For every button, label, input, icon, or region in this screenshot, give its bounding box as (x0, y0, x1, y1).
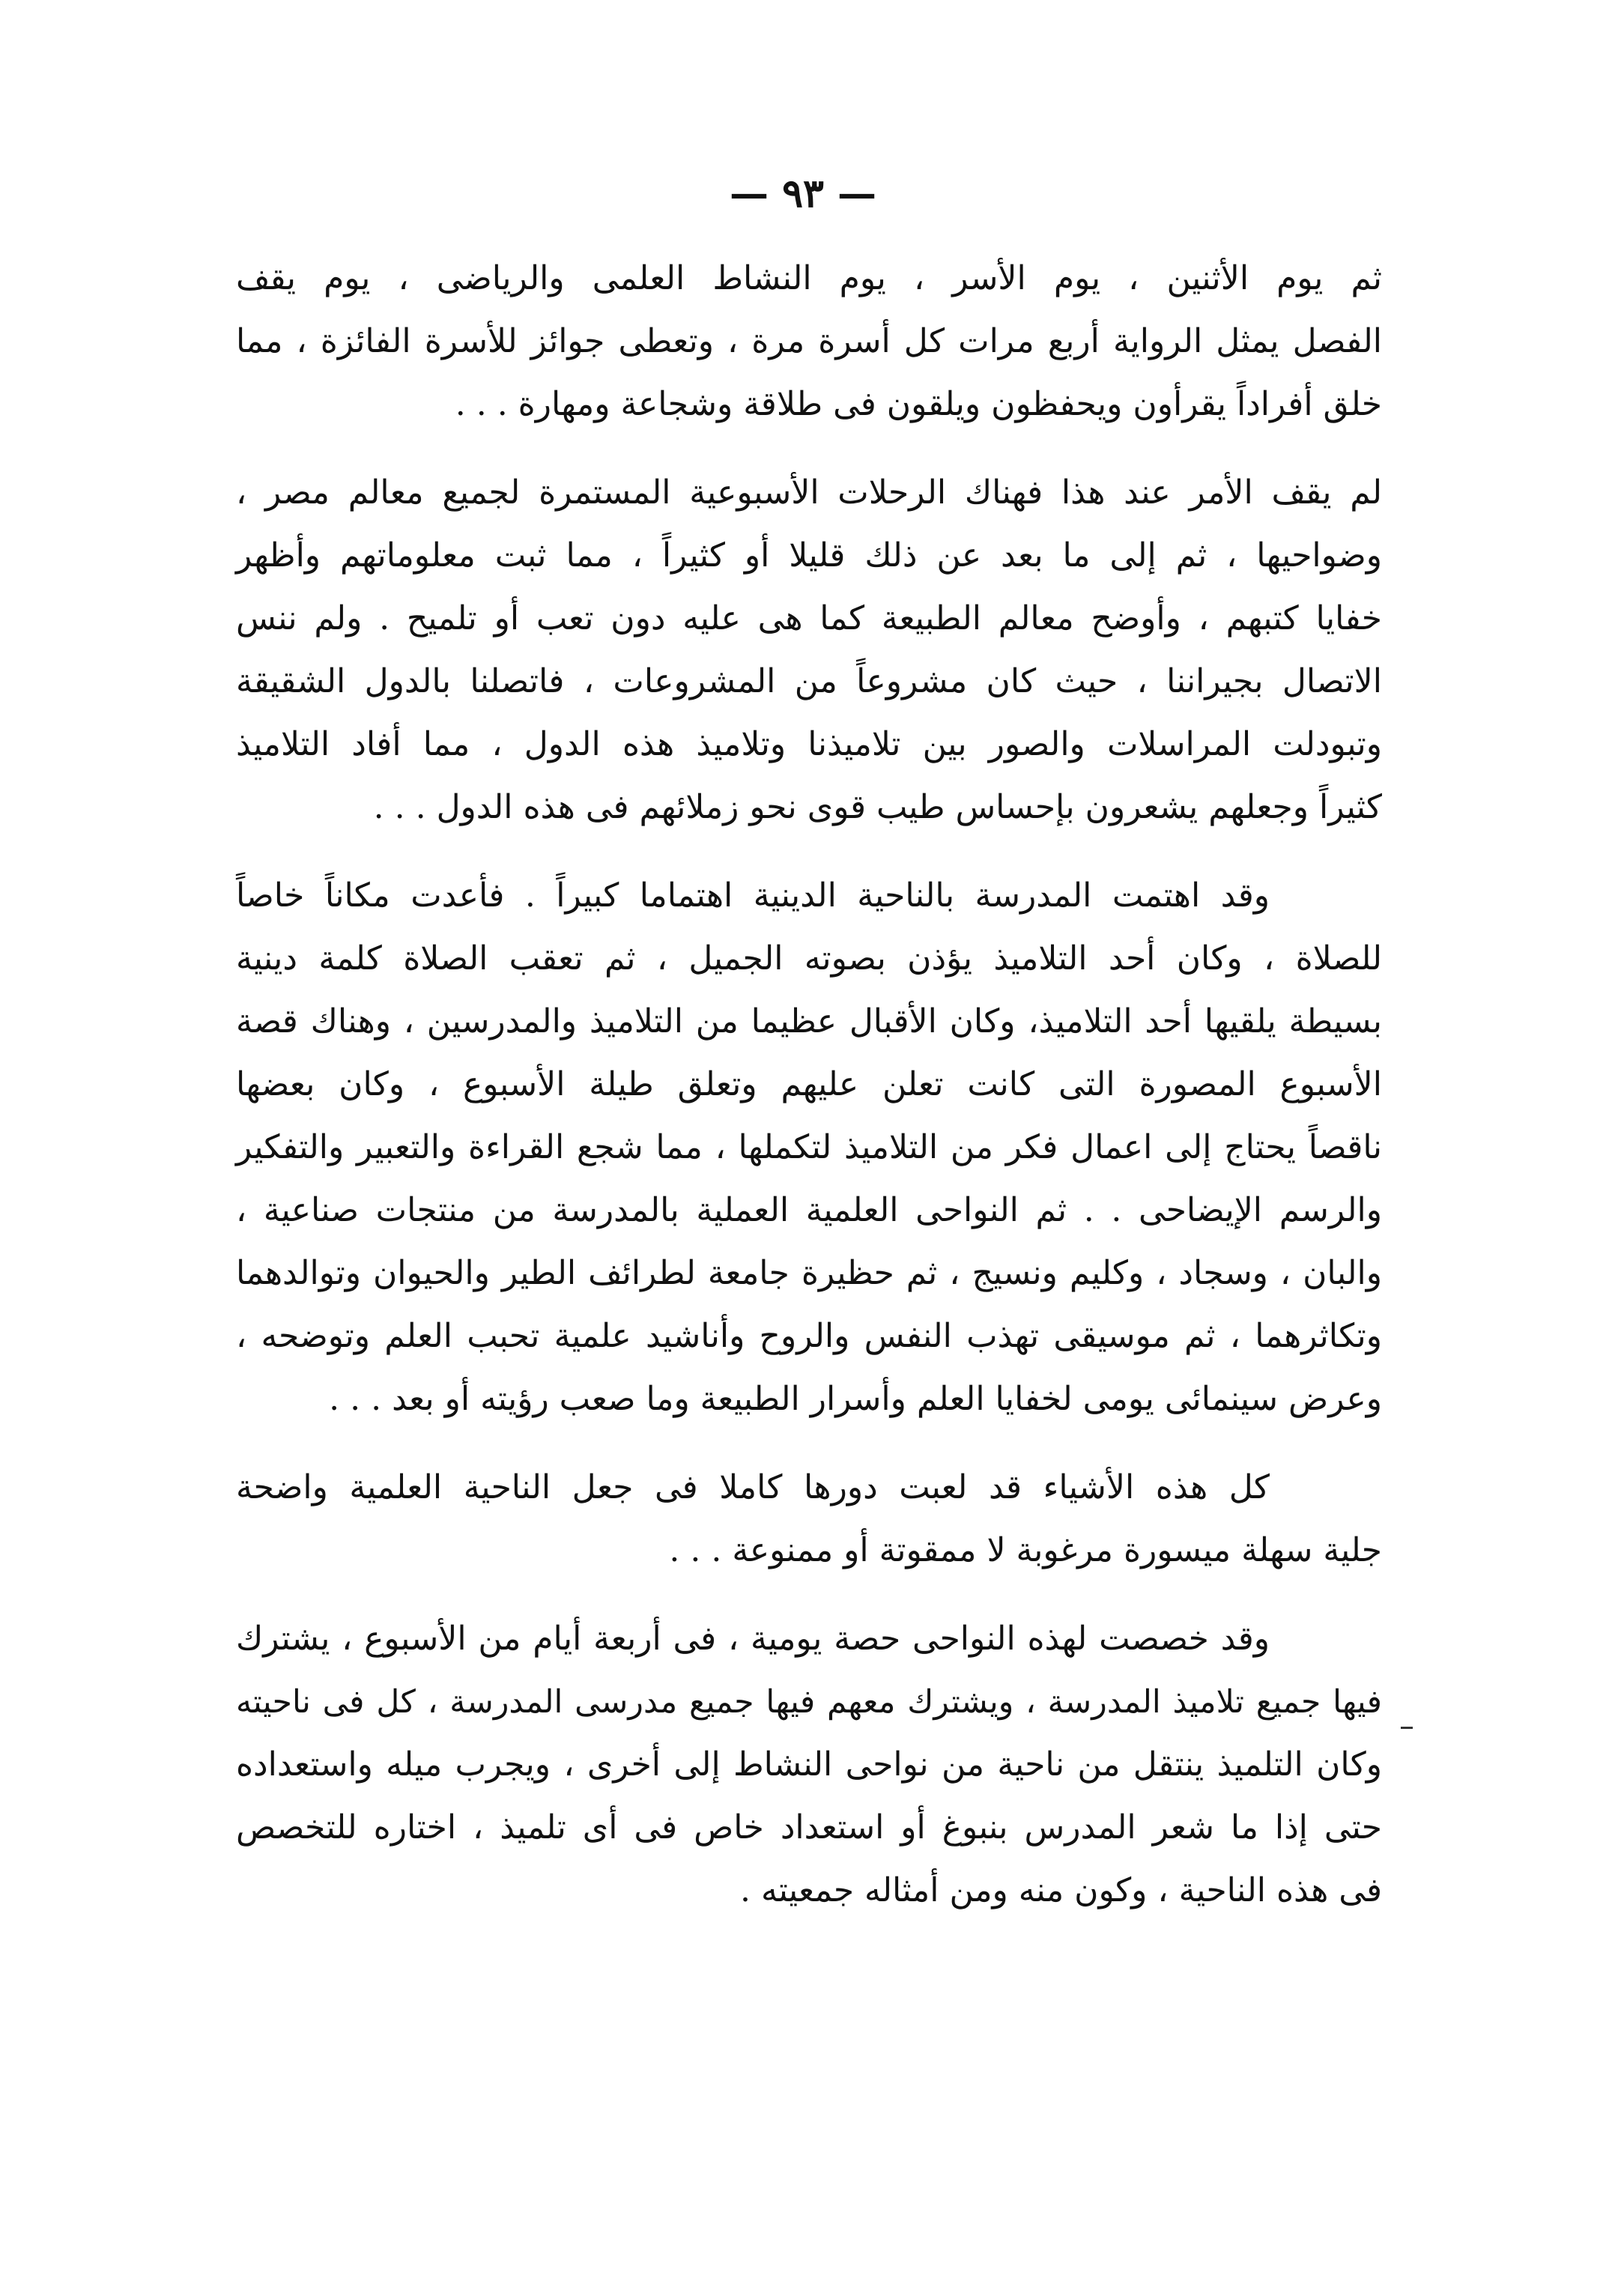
text-line: فيها جميع تلاميذ المدرسة ، ويشترك معهم فيها جميع مدرسى المدرسة ، كل فى ناحيته (236, 1683, 1382, 1721)
text-line: وقد اهتمت المدرسة بالناحية الدينية اهتماما كبيراً . فأعدت مكاناً خاصاً (236, 876, 1270, 915)
page-body (236, 247, 1382, 1922)
text-line: لم يقف الأمر عند هذا فهناك الرحلات الأسبوعية المستمرة لجميع معالم مصر ، (236, 473, 1382, 512)
paragraph-1 (236, 247, 1382, 436)
text-line: ناقصاً يحتاج إلى اعمال فكر من التلاميذ لتكملها ، مما شجع القراءة والتعبير والتفكير (236, 1128, 1382, 1166)
paragraph-3 (236, 864, 1382, 1431)
text-line: وتكاثرهما ، ثم موسيقى تهذب النفس والروح وأناشيد علمية تحبب العلم وتوضحه ، (236, 1317, 1382, 1355)
text-line: والبان ، وسجاد ، وكليم ونسيج ، ثم حظيرة جامعة لطرائف الطير والحيوان وتوالدهما (236, 1254, 1382, 1292)
paragraph-2 (236, 461, 1382, 839)
text-line: بسيطة يلقيها أحد التلاميذ، وكان الأقبال عظيما من التلاميذ والمدرسين ، وهناك قصة (236, 1002, 1382, 1041)
text-line: خلق أفراداً يقرأون ويحفظون ويلقون فى طلاقة وشجاعة ومهارة . . . (455, 385, 1382, 423)
text-line: والرسم الإيضاحى . . ثم النواحى العلمية العملية بالمدرسة من منتجات صناعية ، (236, 1191, 1382, 1229)
text-line: الفصل يمثل الرواية أربع مرات كل أسرة مرة ، وتعطى جوائز للأسرة الفائزة ، مما (236, 322, 1382, 360)
text-line: وقد خصصت لهذه النواحى حصة يومية ، فى أربعة أيام من الأسبوع ، يشترك (236, 1620, 1270, 1658)
text-line: كل هذه الأشياء قد لعبت دورها كاملا فى جعل الناحية العلمية واضحة (236, 1468, 1270, 1506)
text-line: كثيراً وجعلهم يشعرون بإحساس طيب قوى نحو زملائهم فى هذه الدول . . . (373, 788, 1382, 826)
text-line: جلية سهلة ميسورة مرغوبة لا ممقوتة أو ممنوعة . . . (669, 1531, 1382, 1569)
stray-mark (1401, 1727, 1413, 1729)
paragraph-4 (236, 1456, 1382, 1582)
page-number: — ٩٣ — (729, 171, 877, 216)
text-line: وكان التلميذ ينتقل من ناحية من نواحى النشاط إلى أخرى ، ويجرب ميله واستعداده (236, 1745, 1382, 1784)
text-line: ثم يوم الأثنين ، يوم الأسر ، يوم النشاط العلمى والرياضى ، يوم يقف (236, 259, 1382, 297)
paragraph-5 (236, 1608, 1382, 1922)
text-line: وضواحيها ، ثم إلى ما بعد عن ذلك قليلا أو كثيراً ، مما ثبت معلوماتهم وأظهر (236, 536, 1382, 575)
text-line: الأسبوع المصورة التى كانت تعلن عليهم وتعلق طيلة الأسبوع ، وكان بعضها (236, 1065, 1382, 1103)
text-line: فى هذه الناحية ، وكون منه ومن أمثاله جمعيته . (740, 1871, 1382, 1909)
text-line: وتبودلت المراسلات والصور بين تلاميذنا وتلاميذ هذه الدول ، مما أفاد التلاميذ (236, 725, 1382, 763)
text-line: حتى إذا ما شعر المدرس بنبوغ أو استعداد خاص فى أى تلميذ ، اختاره للتخصص (236, 1808, 1382, 1847)
text-line: وعرض سينمائى يومى لخفايا العلم وأسرار الطبيعة وما صعب رؤيته أو بعد . . . (329, 1380, 1382, 1418)
text-line: الاتصال بجيراننا ، حيث كان مشروعاً من المشروعات ، فاتصلنا بالدول الشقيقة (236, 662, 1382, 700)
text-line: خفايا كتبهم ، وأوضح معالم الطبيعة كما هى عليه دون تعب أو تلميح . ولم ننس (236, 599, 1382, 637)
text-line: للصلاة ، وكان أحد التلاميذ يؤذن بصوته الجميل ، ثم تعقب الصلاة كلمة دينية (236, 939, 1383, 978)
